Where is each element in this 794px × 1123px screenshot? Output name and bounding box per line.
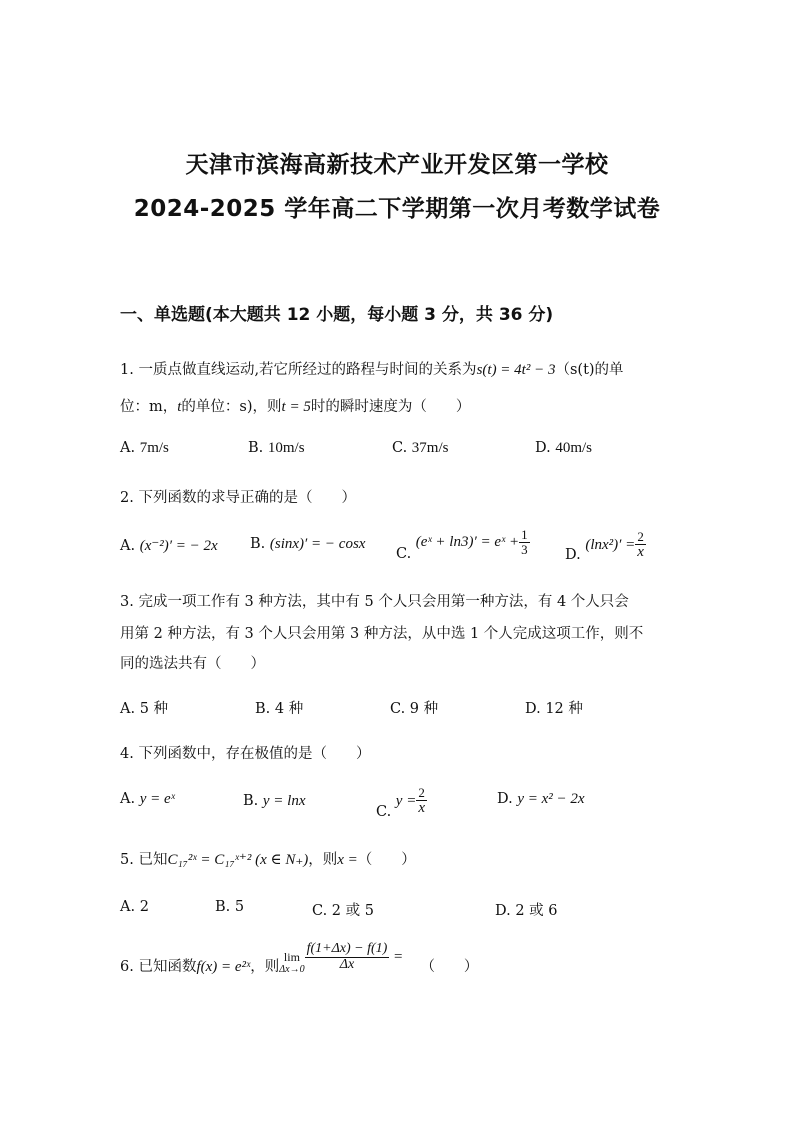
question-3-line-2: 用第 2 种方法，有 3 个人只会用第 3 种方法，从中选 1 个人完成这项工作，则不 [120, 626, 644, 642]
limit-fraction [305, 942, 390, 972]
option-label: B. [250, 536, 266, 552]
option-label: C. [392, 440, 408, 456]
question-4-stem: 4. 下列函数中，存在极值的是（ ） [120, 746, 371, 762]
q2-option-b[interactable] [250, 536, 365, 553]
option-label: C. [376, 804, 392, 821]
option-formula: (lnx²)′ = [585, 537, 636, 554]
question-3-line-1: 3. 完成一项工作有 3 种方法，其中有 5 个人只会用第一种方法，有 4 个人只会 [120, 594, 629, 610]
option-value: 37m/s [411, 440, 449, 456]
section-heading: 一、单选题(本大题共 12 小题，每小题 3 分，共 36 分) [120, 305, 554, 325]
option-formula: y = [395, 793, 417, 810]
option-formula: (eˣ + ln3)′ = eˣ + [415, 534, 520, 551]
fraction [519, 528, 530, 556]
q4-option-d[interactable] [497, 791, 585, 808]
exam-title: 2024-2025 学年高二下学期第一次月考数学试卷 [133, 196, 661, 222]
q2-option-d[interactable] [565, 529, 646, 564]
option-label: C. [396, 546, 412, 563]
question-1-tail: （s(t)的单 [555, 362, 624, 378]
option-label: D. [535, 440, 551, 456]
limit-label: lim [283, 950, 300, 965]
q3-option-a[interactable]: A. 5 种 [120, 701, 169, 717]
q3-option-b[interactable]: B. 4 种 [255, 701, 304, 717]
q3-option-c[interactable]: C. 9 种 [390, 701, 439, 717]
question-6-mid: ，则 [250, 959, 280, 976]
question-5-stem [120, 848, 416, 869]
question-6-prefix: 6. 已知函数 [120, 959, 197, 976]
fraction-denominator: x [637, 543, 644, 560]
question-1-unit-b: 的单位：s)，则 [181, 399, 282, 415]
q5-option-c[interactable]: C. 2 或 5 [312, 903, 374, 919]
q1-option-d[interactable] [535, 440, 592, 457]
question-5-tail: （ ） [357, 852, 416, 868]
option-value: 10m/s [267, 440, 305, 456]
question-6-tail: （ ） [420, 959, 479, 976]
q1-option-a[interactable] [120, 440, 169, 457]
q2-option-a[interactable] [120, 536, 218, 555]
limit-operator [279, 951, 304, 975]
question-5-prefix: 5. 已知 [120, 852, 168, 868]
question-1-line-2 [120, 395, 470, 416]
exam-school-title: 天津市滨海高新技术产业开发区第一学校 [185, 152, 609, 178]
option-label: D. [497, 791, 513, 807]
fraction-denominator: 3 [521, 541, 528, 557]
fraction-numerator: 1 [521, 527, 528, 542]
option-value: 40m/s [555, 440, 593, 456]
question-6-stem [120, 941, 479, 976]
option-label: B. [243, 793, 259, 809]
q5-option-a[interactable]: A. 2 [120, 899, 149, 915]
fraction-denominator: Δx [339, 956, 355, 972]
option-label: B. [248, 440, 264, 456]
limit-subscript: Δx→0 [279, 964, 305, 976]
option-value: 7m/s [139, 440, 169, 456]
question-3-line-3: 同的选法共有（ ） [120, 656, 265, 672]
question-5-formula: C₁₇²ˣ = C₁₇ˣ⁺² (x ∈ N₊) [167, 852, 309, 868]
q1-option-b[interactable] [248, 440, 305, 457]
question-2-stem: 2. 下列函数的求导正确的是（ ） [120, 490, 356, 506]
q5-option-b[interactable]: B. 5 [215, 899, 245, 915]
option-formula: y = lnx [262, 793, 306, 809]
fraction [416, 786, 427, 816]
option-label: A. [120, 538, 136, 554]
option-formula: y = eˣ [139, 791, 175, 807]
q4-option-c[interactable] [376, 785, 427, 821]
question-1-ask: 时的瞬时速度为（ ） [310, 399, 471, 415]
q4-option-a[interactable] [120, 791, 175, 808]
question-6-function: f(x) = e²ˣ [196, 959, 251, 976]
q4-option-b[interactable] [243, 793, 305, 810]
equals-sign: = [393, 949, 403, 966]
option-label: A. [120, 440, 136, 456]
q1-option-c[interactable] [392, 440, 448, 457]
option-formula: (sinx)′ = − cosx [269, 536, 366, 552]
question-1-condition: t = 5 [281, 399, 311, 415]
question-5-var: x = [337, 852, 358, 868]
question-1-unit-a: 位：m， [120, 399, 178, 415]
fraction-numerator: f(1+Δx) − f(1) [306, 941, 388, 956]
question-1-stem: 1. 一质点做直线运动,若它所经过的路程与时间的关系为 [120, 362, 477, 378]
fraction-denominator: x [418, 799, 425, 816]
q3-option-d[interactable]: D. 12 种 [525, 701, 583, 717]
option-formula: y = x² − 2x [517, 791, 585, 807]
fraction-numerator: 2 [416, 786, 427, 801]
question-1-var-t: t [177, 399, 182, 415]
option-label: A. [120, 791, 136, 807]
question-1-formula: s(t) = 4t² − 3 [476, 362, 556, 378]
fraction-numerator: 2 [635, 530, 646, 545]
fraction [635, 530, 646, 560]
option-formula: (x⁻²)′ = − 2x [139, 538, 218, 554]
question-1-line-1 [120, 358, 624, 379]
q5-option-d[interactable]: D. 2 或 6 [495, 903, 558, 919]
q2-option-c[interactable] [396, 527, 530, 563]
question-5-mid: ，则 [308, 852, 338, 868]
option-label: D. [565, 547, 581, 564]
